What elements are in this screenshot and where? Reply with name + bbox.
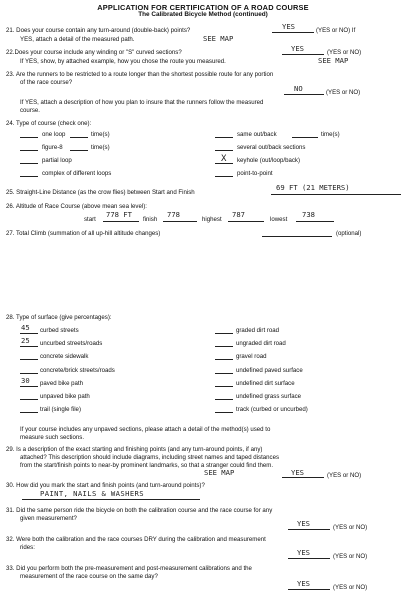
surface-right-blank[interactable]	[215, 333, 233, 334]
highest-altitude-line	[228, 221, 264, 222]
surface-left-label: curbed streets	[40, 327, 79, 334]
q23-answer: NO	[294, 84, 303, 93]
q23-question-cont: of the race course?	[20, 79, 73, 86]
q29-question: 29. Is a description of the exact starting and finishing points (and any turn-around points, if any)	[6, 446, 263, 453]
surface-left-blank[interactable]	[20, 412, 38, 413]
finish-altitude-line	[163, 221, 197, 222]
q22-suffix: (YES or NO)	[327, 49, 362, 56]
finish-altitude-value: 778	[167, 210, 180, 219]
q23-answer-line	[284, 94, 324, 95]
start-altitude-label: start	[84, 216, 96, 223]
surface-left-label: uncurbed streets/roads	[40, 340, 103, 348]
q32-suffix: (YES or NO)	[333, 553, 368, 560]
start-altitude-line	[103, 221, 139, 222]
q31-answer: YES	[297, 519, 310, 528]
q32-answer-line	[288, 558, 330, 559]
surface-right-blank[interactable]	[215, 373, 233, 374]
q30-answer: PAINT, NAILS & WASHERS	[40, 489, 144, 498]
q31-suffix: (YES or NO)	[333, 524, 368, 531]
one-loop-label: one loop	[42, 131, 66, 138]
q21-answer: YES	[282, 22, 295, 31]
lowest-altitude-label: lowest	[270, 216, 288, 223]
surface-left-label: trail (single file)	[40, 406, 81, 414]
surface-right-label: ungraded dirt road	[236, 340, 286, 348]
figure8-times: time(s)	[91, 144, 110, 151]
lowest-altitude-value: 738	[302, 210, 315, 219]
keyhole-blank[interactable]	[215, 163, 233, 164]
q30-answer-line	[22, 499, 200, 500]
surface-left-blank[interactable]	[20, 373, 38, 374]
one-loop-blank[interactable]	[20, 137, 38, 138]
q33-question-cont: measurement of the race course on the same day?	[20, 573, 158, 580]
surface-right-label: undefined dirt surface	[236, 379, 295, 387]
surface-right-label: track (curbed or uncurbed)	[236, 406, 308, 414]
partial-loop-blank[interactable]	[20, 163, 38, 164]
q21-instruction: YES, attach a detail of the measured path.	[20, 36, 135, 43]
figure8-label: figure-8	[42, 144, 63, 151]
q29-question-cont1: attached? This description should include diagrams, including street names and taped distances	[20, 454, 280, 461]
form-title: APPLICATION FOR CERTIFICATION OF A ROAD COURSE	[97, 3, 309, 12]
q21-note: SEE MAP	[203, 34, 234, 43]
q32-question-cont: rides:	[20, 544, 35, 551]
q33-question: 33. Did you perform both the pre-measurement and post-measurement calibrations and the	[6, 565, 252, 572]
one-loop-times-blank[interactable]	[70, 137, 88, 138]
q31-question: 31. Did the same person ride the bicycle on both the calibration course and the race course for any	[6, 507, 273, 514]
complex-loops-blank[interactable]	[20, 176, 38, 177]
q22-note: SEE MAP	[318, 56, 349, 65]
q33-answer: YES	[297, 579, 310, 588]
q25-answer: 69 FT (21 METERS)	[276, 183, 350, 192]
q29-note: SEE MAP	[204, 468, 235, 477]
one-loop-times: time(s)	[91, 131, 110, 138]
partial-loop-label: partial loop	[42, 157, 72, 164]
q32-answer: YES	[297, 548, 310, 557]
q27-answer-line[interactable]	[262, 236, 332, 237]
q29-answer-line	[282, 477, 324, 478]
q24-title: 24. Type of course (check one):	[6, 120, 92, 127]
surface-left-blank[interactable]	[20, 333, 38, 334]
surface-left-label: unpaved bike path	[40, 393, 90, 400]
surface-left-label: concrete/brick streets/roads	[40, 366, 115, 374]
surface-right-blank[interactable]	[215, 346, 233, 347]
highest-altitude-label: highest	[202, 216, 222, 223]
q23-suffix: (YES or NO)	[326, 89, 361, 96]
q22-question: 22.Does your course include any winding or "S" curved sections?	[6, 49, 182, 56]
surface-left-value: 30	[21, 375, 30, 385]
q29-suffix: (YES or NO)	[327, 472, 362, 479]
q26-title: 26. Altitude of Race Course (above mean sea level):	[6, 203, 147, 210]
same-out-back-times: time(s)	[321, 131, 340, 138]
surface-right-blank[interactable]	[215, 386, 233, 387]
q27-suffix: (optional)	[336, 230, 362, 237]
surface-left-blank[interactable]	[20, 386, 38, 387]
finish-altitude-label: finish	[143, 216, 158, 223]
figure8-times-blank[interactable]	[70, 150, 88, 151]
q29-question-cont2: from the start/finish points to near-by prominent landmarks, so that a stranger could find them.	[20, 462, 274, 469]
surface-right-blank[interactable]	[215, 412, 233, 413]
form-subtitle: The Calibrated Bicycle Method (continued)	[138, 11, 268, 18]
surface-left-value: 25	[21, 336, 30, 346]
q22-instruction: If YES, show, by attached example, how you chose the route you measured.	[20, 58, 226, 65]
q30-question: 30. How did you mark the start and finish points (and turn-around points)?	[6, 482, 205, 489]
start-altitude-value: 778 FT	[106, 210, 132, 219]
q23-instruction: If YES, attach a description of how you plan to insure that the runners follow the measured	[20, 99, 264, 106]
same-out-back-blank[interactable]	[215, 137, 233, 138]
q28-note: If your course includes any unpaved sections, please attach a detail of the method(s) used to	[20, 426, 271, 433]
q25-answer-line	[271, 194, 401, 195]
q23-instruction-cont: course.	[20, 107, 40, 114]
surface-right-label: undefined grass surface	[236, 393, 302, 400]
keyhole-check-mark: X	[221, 154, 227, 164]
q28-note-cont: measure such sections.	[20, 434, 85, 441]
q28-title: 28. Type of surface (give percentages):	[6, 314, 112, 321]
q22-answer: YES	[291, 44, 304, 53]
same-out-back-label: same out/back	[237, 131, 277, 138]
figure8-blank[interactable]	[20, 150, 38, 151]
highest-altitude-value: 787	[232, 210, 245, 219]
q22-answer-line	[282, 54, 324, 55]
keyhole-label: keyhole (out/loop/back)	[237, 157, 301, 164]
q33-answer-line	[288, 589, 330, 590]
surface-right-label: gravel road	[236, 353, 267, 361]
q29-answer: YES	[291, 468, 304, 477]
q23-question: 23. Are the runners to be restricted to a route longer than the shortest possible route for any portion	[6, 71, 274, 78]
q21-answer-line	[272, 32, 314, 33]
point-to-point-label: point-to-point	[237, 170, 273, 177]
surface-right-blank[interactable]	[215, 399, 233, 400]
several-out-back-blank[interactable]	[215, 150, 233, 151]
same-out-back-times-blank[interactable]	[292, 137, 318, 138]
q33-suffix: (YES or NO)	[333, 584, 368, 591]
q31-answer-line	[288, 529, 330, 530]
surface-right-label: graded dirt road	[236, 327, 280, 334]
lowest-altitude-line	[296, 221, 334, 222]
q21-suffix: (YES or NO) If	[316, 27, 356, 34]
q32-question: 32. Were both the calibration and the race courses DRY during the calibration and measurement	[6, 536, 266, 543]
surface-left-blank[interactable]	[20, 346, 38, 347]
surface-left-label: concrete sidewalk	[40, 353, 89, 361]
q21-question: 21. Does your course contain any turn-around (double-back) points?	[6, 27, 191, 34]
point-to-point-blank[interactable]	[215, 176, 233, 177]
q31-question-cont: given measurement?	[20, 515, 77, 522]
surface-right-blank[interactable]	[215, 359, 233, 360]
surface-left-value: 45	[21, 323, 30, 332]
surface-right-label: undefined paved surface	[236, 366, 303, 374]
several-out-back-label: several out/back sections	[237, 144, 306, 151]
surface-left-blank[interactable]	[20, 359, 38, 360]
q27-question: 27. Total Climb (summation of all up-hill altitude changes)	[6, 230, 161, 237]
q25-question: 25. Straight-Line Distance (as the crow flies) between Start and Finish	[6, 189, 195, 196]
surface-left-label: paved bike path	[40, 379, 84, 387]
surface-left-blank[interactable]	[20, 399, 38, 400]
complex-loops-label: complex of different loops	[42, 170, 112, 177]
